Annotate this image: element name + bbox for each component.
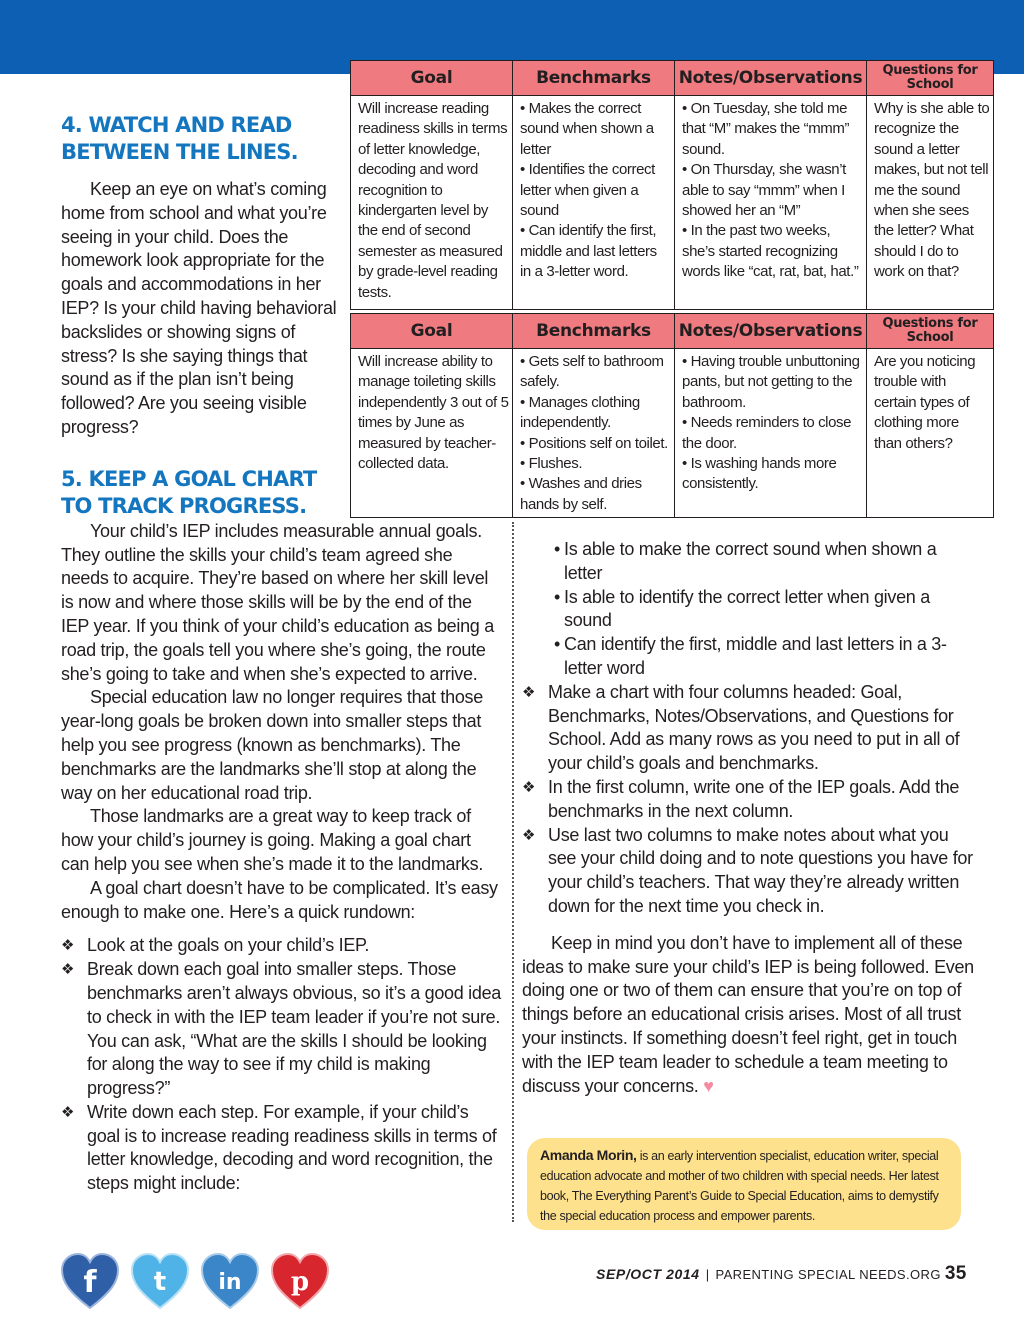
svg-text:f: f xyxy=(83,1265,97,1300)
benchmark-item: • Can identify the first, middle and last letters in a 3-letter word. xyxy=(520,222,657,281)
page-footer xyxy=(596,1263,976,1287)
issue-date: SEP/OCT 2014 xyxy=(596,1266,700,1282)
svg-text:t: t xyxy=(153,1267,167,1297)
closing-paragraph: Keep in mind you don’t have to implement all of these ideas to make sure your child’s IEP is being followed. Even doing one or two of them can ensure that you’re on top of things before an educational crisis arises. Most of all trust your instincts. If something doesn’t feel right, get in touch with the IEP team leader to schedule a team meeting to discuss your concerns. ♥ xyxy=(522,932,974,1096)
header-questions: Questions for School xyxy=(867,61,994,96)
list-item: • Is able to identify the correct letter when given a sound xyxy=(554,586,930,631)
diamond-bullet-icon: ❖ xyxy=(61,961,75,979)
goal-cell: Will increase reading readiness skills in terms of letter knowledge, decoding and word recognition to kindergarten level by the end of second semester as measured by grade-level reading tests. xyxy=(351,96,513,310)
header-questions: Questions for School xyxy=(867,314,994,349)
list-item: ❖ Look at the goals on your child’s IEP. xyxy=(61,934,501,958)
benchmark-item: • Washes and dries hands by self. xyxy=(520,475,642,513)
note-item: • On Thursday, she wasn’t able to say “mmm” when I showed her an “M” xyxy=(682,161,846,220)
diamond-bullet-icon: ❖ xyxy=(61,1103,75,1121)
section-5-heading: 5. KEEP A GOAL CHART TO TRACK PROGRESS. xyxy=(61,466,317,518)
author-name: Amanda Morin, xyxy=(540,1147,637,1163)
section-5-paragraph-2: Special education law no longer requires that those year-long goals be broken down into smaller steps that help you see progress (known as benchmarks). The benchmarks are the landmarks she’ll stop at along the way on her educational road trip. xyxy=(61,687,483,803)
header-benchmarks: Benchmarks xyxy=(513,61,675,96)
section-4-heading: 4. WATCH AND READ BETWEEN THE LINES. xyxy=(61,113,298,164)
linkedin-icon[interactable] xyxy=(199,1250,261,1312)
chart-instructions xyxy=(522,681,977,919)
header-goal: Goal xyxy=(351,61,513,96)
goal-cell: Will increase ability to manage toileting skills independently 3 out of 5 times by June as measured by teacher-collected data. xyxy=(351,349,513,518)
diamond-bullet-icon: ❖ xyxy=(522,683,536,701)
example-steps xyxy=(522,538,977,681)
pinterest-icon[interactable] xyxy=(269,1250,331,1312)
benchmark-item: • Makes the correct sound when shown a letter xyxy=(520,100,654,158)
diamond-bullet-icon: ❖ xyxy=(522,826,536,844)
benchmark-item: • Gets self to bathroom safely. xyxy=(520,353,664,391)
author-bio xyxy=(527,1138,961,1230)
note-item: • Needs reminders to close the door. xyxy=(682,414,852,452)
benchmarks-cell xyxy=(513,349,675,518)
note-item: • On Tuesday, she told me that “M” makes the “mmm” sound. xyxy=(682,100,850,158)
svg-text:in: in xyxy=(218,1270,242,1295)
list-item: • Is able to make the correct sound when shown a letter xyxy=(554,539,937,583)
list-item: ❖ Make a chart with four columns headed: Goal, Benchmarks, Notes/Observations, and Questions for School. Add as many rows as you need to put in all of your child’s goals and benchmarks. xyxy=(522,681,960,774)
benchmarks-cell xyxy=(513,96,675,310)
questions-cell: Are you noticing trouble with certain types of clothing more than others? xyxy=(867,349,994,518)
header-benchmarks: Benchmarks xyxy=(513,314,675,349)
site-name: PARENTING SPECIAL NEEDS.ORG xyxy=(715,1267,941,1282)
note-item: • In the past two weeks, she’s started recognizing words like “cat, rat, bat, hat.” xyxy=(682,222,859,281)
benchmark-item: • Identifies the correct letter when given a sound xyxy=(520,161,655,220)
benchmark-item: • Positions self on toilet. xyxy=(520,434,668,452)
goal-chart-steps xyxy=(61,934,501,1196)
list-item: ❖ Write down each step. For example, if your child’s goal is to increase reading readiness skills in terms of letter knowledge, decoding and word recognition, the steps might include: xyxy=(61,1101,497,1194)
header-goal: Goal xyxy=(351,314,513,349)
section-5-paragraph-4: A goal chart doesn’t have to be complicated. It’s easy enough to make one. Here’s a quick rundown: xyxy=(61,877,498,922)
header-notes: Notes/Observations xyxy=(675,314,867,349)
footer-separator: | xyxy=(705,1267,710,1282)
section-5-paragraph-1: Your child’s IEP includes measurable annual goals. They outline the skills your child’s team agreed she needs to acquire. They’re based on where her skill level is now and where those skills will be by the end of the IEP year. If you think of your child’s education as being a road trip, the goals tell you where she’s going, the route she’s going to take and when she’s expected to arrive. xyxy=(61,520,494,684)
social-icons xyxy=(59,1250,339,1312)
notes-cell xyxy=(675,96,867,310)
benchmark-item: • Manages clothing independently. xyxy=(520,393,640,432)
list-item: ❖ Break down each goal into smaller steps. Those benchmarks aren’t always obvious, so it’s a good idea to check in with the IEP team leader if you’re not sure. You can ask, “What are the skills I should be looking for along the way to see if my child is making progress?” xyxy=(61,959,502,1099)
column-divider xyxy=(512,522,514,1222)
notes-cell xyxy=(675,349,867,518)
twitter-icon[interactable] xyxy=(129,1250,191,1312)
benchmark-item: • Flushes. xyxy=(520,455,583,473)
svg-text:p: p xyxy=(290,1267,310,1297)
diamond-bullet-icon: ❖ xyxy=(522,778,536,796)
header-notes: Notes/Observations xyxy=(675,61,867,96)
section-5-paragraph-3: Those landmarks are a great way to keep track of how your child’s journey is going. Making a goal chart can help you see when she’s made it to the landmarks. xyxy=(61,806,484,874)
page-number: 35 xyxy=(944,1263,967,1284)
author-description: is an early intervention specialist, education writer, special education advocate and mother of two children with special needs. Her latest book, The Everything Parent’s Guide to Special Education, aims to demystify the special education process and empower parents. xyxy=(540,1149,939,1223)
note-item: • Having trouble unbuttoning pants, but not getting to the bathroom. xyxy=(682,353,860,411)
section-4-body: Keep an eye on what’s coming home from school and what you’re seeing in your child. Does the homework look appropriate for the goals and accommodations in her IEP? Is your child having behavioral backslides or showing signs of stress? Is she saying things that sound as if the plan isn’t being followed? Are you seeing visible progress? xyxy=(61,179,337,437)
list-item: • Can identify the first, middle and last letters in a 3-letter word xyxy=(554,634,947,678)
left-column xyxy=(61,112,501,1196)
right-column xyxy=(522,538,977,1098)
heart-icon: ♥ xyxy=(703,1075,714,1096)
diamond-bullet-icon: ❖ xyxy=(61,937,75,955)
questions-cell: Why is she able to recognize the sound a letter makes, but not tell me the sound when she sees the letter? What should I do to work on that? xyxy=(867,96,994,310)
note-item: • Is washing hands more consistently. xyxy=(682,455,837,493)
facebook-icon[interactable] xyxy=(59,1250,121,1312)
list-item: ❖ Use last two columns to make notes about what you see your child doing and to note questions you have for your child’s teachers. That way they’re already written down for the next time you check in. xyxy=(522,824,973,916)
list-item: ❖ In the first column, write one of the IEP goals. Add the benchmarks in the next column. xyxy=(522,776,960,821)
